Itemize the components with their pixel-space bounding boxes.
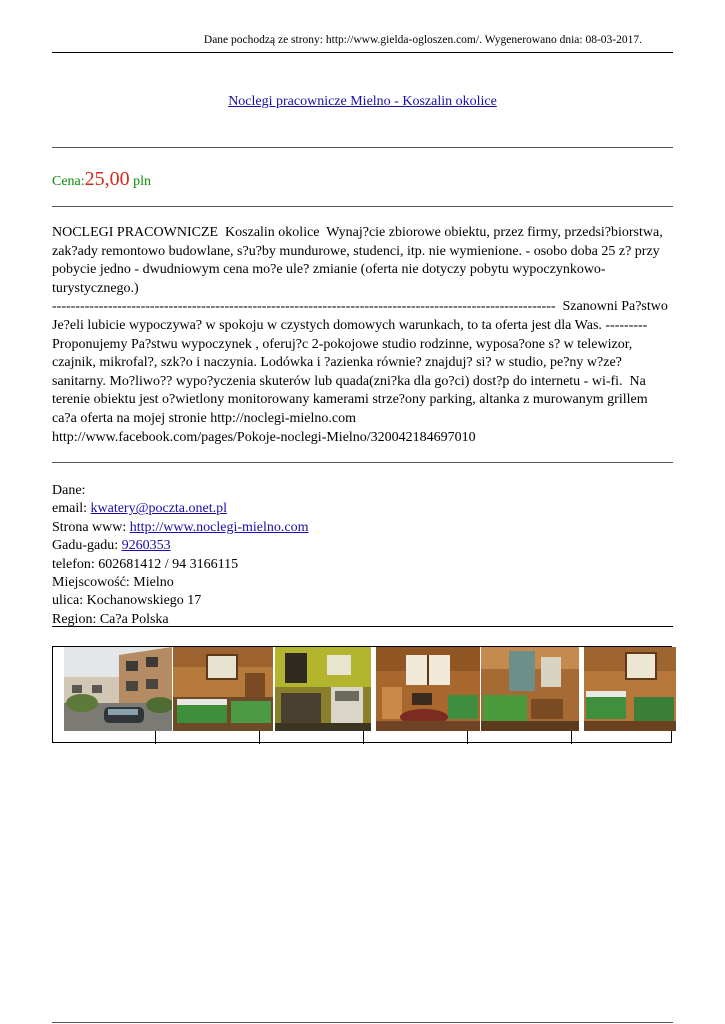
www-label: Strona www: (52, 519, 130, 535)
photo-studio-room[interactable] (481, 647, 579, 731)
contact-block (52, 482, 670, 629)
email-label: email: (52, 501, 91, 517)
listing-title-link[interactable]: Noclegi pracownicze Mielno - Koszalin okolice (228, 94, 497, 109)
contact-heading: Dane: (52, 483, 86, 498)
price-label: Cena: (52, 174, 85, 189)
photo-living-room[interactable] (376, 647, 480, 731)
title-divider (52, 147, 673, 148)
description-divider (52, 462, 673, 463)
photo-gallery (52, 646, 672, 743)
listing-description: NOCLEGI PRACOWNICZE Koszalin okolice Wynaj?cie zbiorowe obiektu, przez firmy, przedsi?biorstwa, zak?ady remontowo budowlane, s?u?by mundurowe, studenci, itp. nie wymienione. - osobo doba 25 z? przy pobycie jedno - dwudniowym cena mo?e ule? zmianie (oferta nie dotyczy pobytu wypoczynkowo-turystycznego.) ------------------------------------------------------------------------------------------------------------ Szanowni Pa?stwo Je?eli lubicie wypoczywa? w spokoju w czystych domowych warunkach, to ta oferta jest dla Was. --------- Proponujemy Pa?stwu wypoczynek , oferuj?c 2-pokojowe studio rodzinne, wyposa?one s? w telewizor, czajnik, mikrofal?, szk?o i naczynia. Lodówka i ?azienka równie? znajduj? si? w studio, pe?ny w?ze? sanitarny. Mo?liwo?? wypo?yczenia skuterów lub quada(zni?ka dla go?ci) dost?p do internetu - wi-fi. Na terenie obiektu jest o?wietlony monitorowany kamerami strze?ony parking, altanka z murowanym grillem ca?a oferta na mojej stronie http://noclegi-mielno.com http://www.facebook.com/pages/Pokoje-noclegi-Mielno/320042184697010 (52, 225, 668, 445)
www-row (52, 519, 670, 537)
gg-label: Gadu-gadu: (52, 538, 122, 554)
photo-bedroom-wood[interactable] (173, 647, 273, 731)
photo-building-exterior[interactable] (64, 647, 172, 731)
price-divider (52, 206, 673, 207)
contact-divider (52, 626, 673, 627)
phone-row: telefon: 602681412 / 94 3166115 (52, 556, 239, 572)
email-link[interactable]: kwatery@poczta.onet.pl (90, 501, 228, 517)
generated-note: Dane pochodzą ze strony: http://www.gielda-ogloszen.com/. Wygenerowano dnia: 08-03-2017. (203, 34, 642, 46)
photo-kitchenette[interactable] (275, 647, 371, 731)
price-currency: pln (133, 174, 152, 189)
region-row: Region: Ca?a Polska (52, 611, 169, 627)
gg-link[interactable]: 9260353 (121, 538, 171, 554)
email-row (52, 500, 670, 518)
footer-divider (52, 1022, 673, 1023)
gg-row (52, 537, 670, 555)
photo-bedroom-beds[interactable] (584, 647, 676, 731)
header-divider (52, 52, 673, 53)
price-value: 25,00 (84, 168, 130, 190)
street-row: ulica: Kochanowskiego 17 (52, 593, 202, 609)
city-row: Miejscowość: Mielno (52, 575, 174, 591)
price (52, 168, 151, 191)
www-link[interactable]: http://www.noclegi-mielno.com (129, 519, 309, 535)
